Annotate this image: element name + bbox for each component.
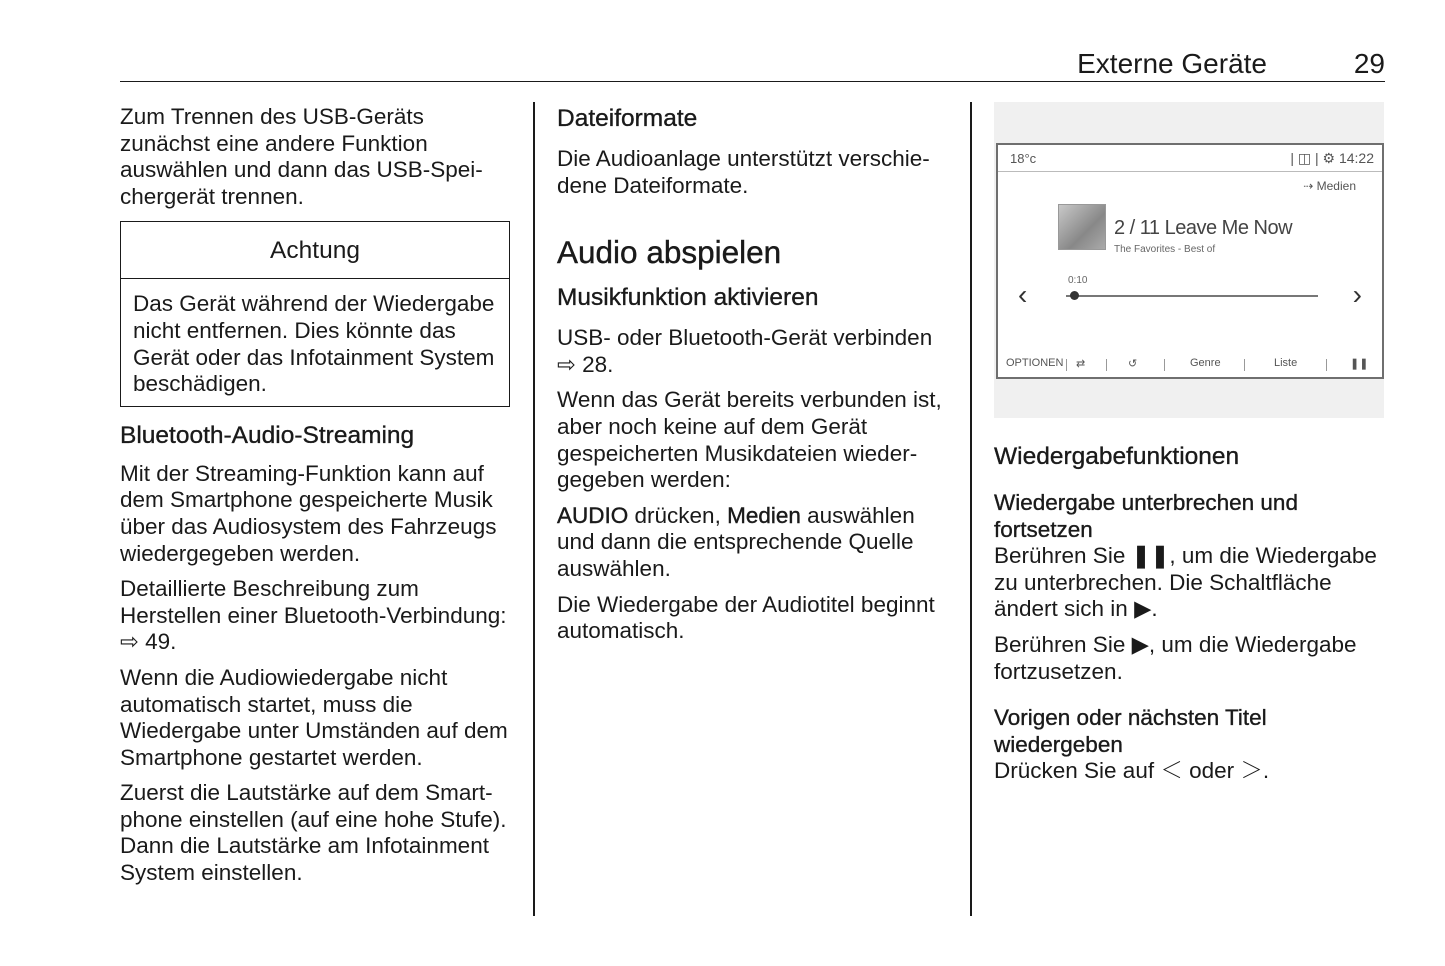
play-audio-heading: Audio abspielen xyxy=(557,234,782,271)
media-source[interactable]: ⇢ Medien xyxy=(1303,179,1356,193)
page-header xyxy=(120,44,1385,82)
pause-icon[interactable]: ❚❚ xyxy=(1350,358,1369,370)
medien-keyword: Medien xyxy=(727,502,801,528)
column-divider-2 xyxy=(970,102,972,916)
column-2 xyxy=(557,104,952,654)
progress-knob[interactable] xyxy=(1070,291,1079,300)
section-title: Externe Geräte xyxy=(1077,48,1267,79)
elapsed-time: 0:10 xyxy=(1068,275,1088,286)
pause-icon-inline: ❚❚ xyxy=(1131,543,1170,569)
file-formats-text: Die Audioanlage unterstützt verschiedene Dateiformate. xyxy=(557,146,930,198)
status-icons-clock: | ◫ | ⚙ 14:22 xyxy=(1290,150,1374,166)
genre-button[interactable]: Genre xyxy=(1190,357,1221,369)
list-button[interactable]: Liste xyxy=(1274,357,1298,369)
next-track-icon[interactable]: › xyxy=(1352,279,1362,310)
infotainment-screenshot xyxy=(994,102,1384,418)
file-formats-heading: Dateiformate xyxy=(557,105,698,132)
bluetooth-streaming-heading: Bluetooth-Audio-Streaming xyxy=(120,421,415,449)
connect-device-text: USB- oder Bluetooth-Gerät verbinden ⇨ 28. xyxy=(557,325,933,377)
prev-next-text: Drücken Sie auf ＜ oder ＞. xyxy=(994,758,1270,784)
bluetooth-text-4: Zuerst die Lautstärke auf dem Smartphone einstellen (auf eine hohe Stufe). Dann die Lautstärke am Infotainment System einstellen. xyxy=(120,780,507,886)
pause-text: Berühren Sie ❚❚, um die Wiedergabe zu unterbrechen. Die Schaltfläche ändert sich in ▶. xyxy=(994,543,1377,622)
bluetooth-text-3: Wenn die Audiowiedergabe nicht automatisch startet, muss die Wiedergabe unter Umständen auf dem Smartphone gestartet werden. xyxy=(120,664,508,770)
bluetooth-text-1: Mit der Streaming-Funktion kann auf dem Smartphone gespeicherte Musik über das Audiosystem des Fahrzeugs wiedergegeben werden. xyxy=(120,460,497,566)
pause-resume-heading: Wiedergabe unterbrechen und fortsetzen xyxy=(994,490,1298,542)
album-art xyxy=(1058,204,1106,250)
prev-next-heading: Vorigen oder nächsten Titel wiedergeben xyxy=(994,705,1267,757)
usb-disconnect-text: Zum Trennen des USB-Geräts zunächst eine andere Funktion auswählen und dann das USB-Speichergerät trennen. xyxy=(120,104,483,209)
page-number: 29 xyxy=(1353,48,1385,79)
column-divider-1 xyxy=(533,102,535,916)
press-audio-text: AUDIO drücken, Medien auswählen und dann die entsprechende Quelle auswählen. xyxy=(557,502,915,581)
autoplay-text: Die Wiedergabe der Audiotitel beginnt automatisch. xyxy=(557,591,935,644)
playback-functions-heading: Wiedergabefunktionen xyxy=(994,443,1240,470)
bottom-bar xyxy=(998,351,1382,377)
options-button[interactable]: OPTIONEN xyxy=(1006,357,1064,369)
caution-text: Das Gerät während der Wiedergabe nicht entfernen. Dies könnte das Gerät oder das Infotainment System beschädigen. xyxy=(133,291,495,397)
temperature: 18°c xyxy=(1010,151,1037,166)
media-player-screen xyxy=(996,143,1384,379)
repeat-icon[interactable]: ↺ xyxy=(1128,358,1138,370)
caution-box xyxy=(120,221,510,406)
status-bar xyxy=(998,145,1382,172)
activate-music-heading: Musikfunktion aktivieren xyxy=(557,284,819,312)
album-artist: The Favorites - Best of xyxy=(1114,244,1216,255)
previous-track-icon[interactable]: ‹ xyxy=(1018,279,1028,310)
already-connected-text: Wenn das Gerät bereits verbunden ist, aber noch keine auf dem Gerät gespeicherten Musikdateien wiedergegeben werden: xyxy=(557,387,942,493)
caution-title: Achtung xyxy=(121,222,509,279)
column-3 xyxy=(994,104,1389,794)
column-1 xyxy=(120,104,515,896)
track-title: 2 / 11 Leave Me Now xyxy=(1114,217,1293,239)
progress-bar[interactable] xyxy=(1066,295,1318,297)
bluetooth-text-2: Detaillierte Beschreibung zum Herstellen einer Bluetooth-Verbindung: ⇨ 49. xyxy=(120,576,507,655)
audio-keyword: AUDIO xyxy=(557,502,629,528)
resume-text: Berühren Sie ▶, um die Wiedergabe fortzusetzen. xyxy=(994,631,1357,684)
shuffle-icon[interactable]: ⇄ xyxy=(1076,358,1086,370)
